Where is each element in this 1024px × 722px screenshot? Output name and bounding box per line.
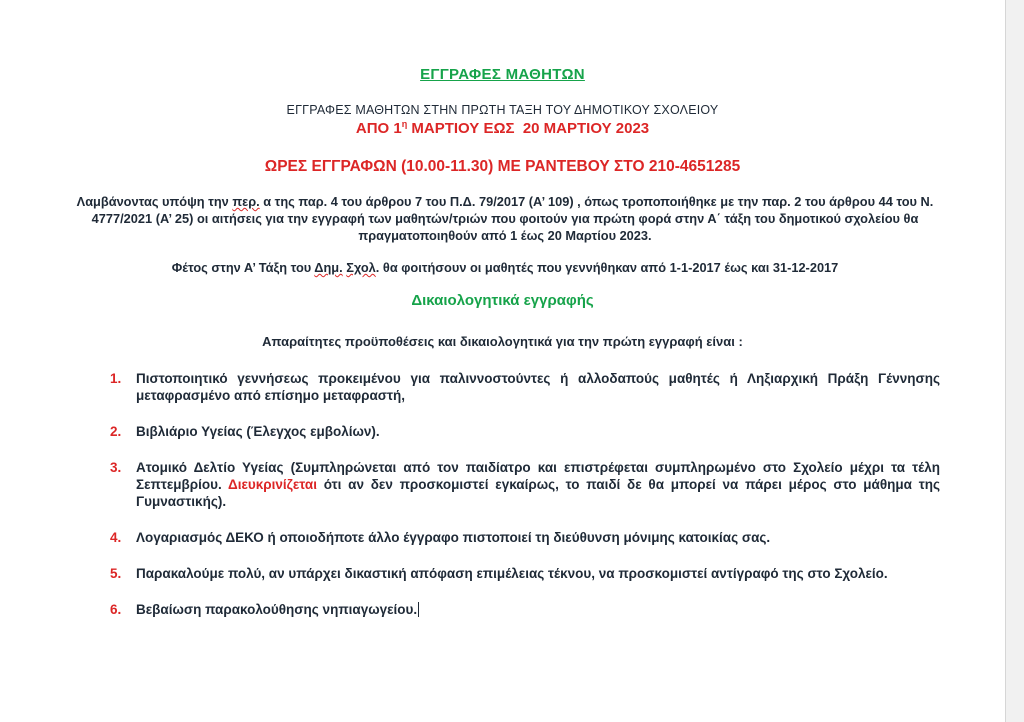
year-note — [70, 260, 940, 275]
item-number: 1. — [110, 371, 122, 386]
item-number: 2. — [110, 424, 122, 439]
registration-hours: ΩΡΕΣ ΕΓΓΡΑΦΩΝ (10.00-11.30) ΜΕ ΡΑΝΤΕΒΟΥ ΣΤΟ 210-4651285 — [264, 158, 741, 175]
intro-text: Λαμβάνοντας υπόψη την — [76, 194, 233, 209]
list-item — [110, 565, 940, 582]
list-item — [110, 529, 940, 546]
text-cursor — [418, 602, 419, 617]
document-title: ΕΓΓΡΑΦΕΣ ΜΑΘΗΤΩΝ — [420, 66, 585, 83]
list-item — [110, 601, 940, 618]
item-number: 4. — [110, 530, 122, 545]
document-subtitle: ΕΓΓΡΑΦΕΣ ΜΑΘΗΤΩΝ ΣΤΗΝ ΠΡΩΤΗ ΤΑΞΗ ΤΟΥ ΔΗΜΟΤΙΚΟΥ ΣΧΟΛΕΙΟΥ — [286, 103, 719, 117]
item-text: Ατομικό Δελτίο Υγείας (Συμπληρώνεται από τον παιδίατρο και επιστρέφεται συμπληρωμένο στο Σχολείο μέχρι τα τέλη Σεπτεμβρίου. — [136, 460, 940, 492]
window-edge — [1005, 0, 1024, 722]
requirements-list — [110, 370, 940, 637]
item-text: Λογαριασμός ΔΕΚΟ ή οποιοδήποτε άλλο έγγραφο πιστοποιεί τη διεύθυνση μόνιμης κατοικίας σας. — [136, 530, 771, 545]
year-note-text: Φέτος στην Α’ Τάξη του — [171, 260, 315, 275]
year-note-underlined-dim: Δημ. — [314, 260, 343, 275]
item-text: Παρακαλούμε πολύ, αν υπάρχει δικαστική απόφαση επιμέλειας τέκνου, να προσκομιστεί αντίγραφό της στο Σχολείο. — [136, 566, 888, 581]
intro-underlined: περ. — [232, 194, 260, 209]
item-number: 5. — [110, 566, 122, 581]
year-note-text-cont: . θα φοιτήσουν οι μαθητές που γεννήθηκαν από 1-1-2017 έως και 31-12-2017 — [375, 260, 839, 275]
intro-text-cont: α της παρ. 4 του άρθρου 7 του Π.Δ. 79/2017 (Α’ 109) , όπως τροποποιήθηκε με την παρ. 2 του άρθρου 44 του Ν. 4777/2021 (Α’ 25) οι αιτήσεις για την εγγραφή των μαθητών/τριών που φοιτούν για πρώτη φορά στην Α΄ τάξη του δημοτικού σχολείου θα πραγματοποιηθούν από 1 έως 20 Μαρτίου 2023. — [91, 194, 934, 243]
item-highlight: Διευκρινίζεται — [228, 477, 317, 492]
dates-suffix: ΜΑΡΤΙΟΥ ΕΩΣ 20 ΜΑΡΤΙΟΥ 2023 — [407, 120, 650, 137]
list-item — [110, 370, 940, 404]
item-text: Βιβλιάριο Υγείας (Έλεγχος εμβολίων). — [136, 424, 380, 439]
requirements-intro: Απαραίτητες προϋποθέσεις και δικαιολογητικά για την πρώτη εγγραφή είναι : — [262, 334, 743, 349]
documents-heading: Δικαιολογητικά εγγραφής — [411, 292, 594, 309]
item-number: 3. — [110, 460, 122, 475]
list-item — [110, 459, 940, 510]
item-text-cont: ότι αν δεν προσκομιστεί εγκαίρως, το παιδί δε θα μπορεί να πάρει μέρος στο μάθημα της Γυμναστικής). — [136, 477, 941, 509]
item-text: Πιστοποιητικό γεννήσεως προκειμένου για παλιννοστούντες ή αλλοδαπούς μαθητές ή Ληξιαρχική Πράξη Γέννησης μεταφρασμένο από επίσημο μεταφραστή, — [136, 371, 940, 403]
item-text: Βεβαίωση παρακολούθησης νηπιαγωγείου. — [136, 602, 418, 617]
year-note-underlined-sxol: Σχολ — [346, 260, 376, 275]
item-number: 6. — [110, 602, 122, 617]
intro-paragraph — [70, 193, 940, 244]
list-item — [110, 423, 940, 440]
registration-dates — [0, 119, 1005, 137]
dates-prefix: ΑΠΟ 1 — [355, 120, 402, 137]
dates-superscript: η — [401, 119, 408, 129]
